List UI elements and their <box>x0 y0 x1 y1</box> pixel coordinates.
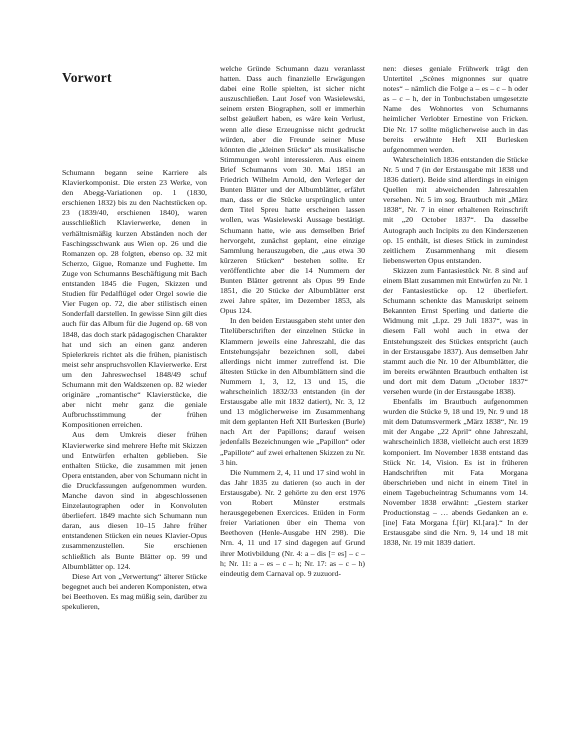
paragraph: welche Gründe Schumann dazu veranlasst hatten. Dass auch finanzielle Erwägungen dabei eine Rolle spielten, ist sicher nicht auszuschließen. Laut Josef von Wasielewski, seinem ersten Biographen, soll er immerhin selbst geäußert haben, es wäre kein Verlust, wenn alle diese Erzeugnisse nicht gedruckt würden, aber die Freunde seiner Muse könnten die „kleinen Stücke“ als musikalische Stimmungen wohl interessieren. Aus einem Brief Schumanns vom 30. Mai 1851 an Friedrich Wilhelm Arnold, den Verleger der Bunten Blätter und der Albumblätter, erfährt man, dass er die Stücke ursprünglich unter dem Titel Spreu hatte erscheinen lassen wollen, was Wasielewski Aussage bestätigt. Schumann hatte, wie aus demselben Brief hervorgeht, zunächst geplant, eine einzige Sammlung herauszugeben, die „aus etwa 30 kürzeren Stücken“ bestehen sollte. Er veröffentlichte aber die 14 Nummern der Bunten Blätter getrennt als Opus 99 Ende 1851, die 20 Stücke der Albumblätter erst zwei Jahre später, im Dezember 1853, als Opus 124. <box>220 64 365 316</box>
paragraph: Ebenfalls im Brautbuch aufgenommen wurden die Stücke 9, 18 und 19, Nr. 9 und 18 mit dem Datumsvermerk „März 1838“, Nr. 19 mit der Angabe „22 April“ ohne Jahreszahl, wahrscheinlich 1838, vielleicht auch erst 1839 komponiert. Im November 1838 entstand das Stück Nr. 14, Vision. Es ist in früheren Handschriften mit Fata Morgana überschrieben und nicht in einem Titel in einem Tagebucheintrag Schumanns vom 14. November 1838 erwähnt: „Gestern starker Productionstag – … abends Gedanken an e.[ine] Fata Morgana f.[ür] Kl.[ara].“ In der Erstausgabe sind die Nrn. 9, 14 und 18 mit 1838, Nr. 19 mit 1839 datiert. <box>383 397 528 548</box>
paragraph: Wahrscheinlich 1836 entstanden die Stücke Nr. 5 und 7 (in der Erstausgabe mit 1838 und 1836 datiert). Beide sind allerdings in einigen Quellen mit abweichenden Jahreszahlen versehen. Nr. 5 im sog. Brautbuch mit „März 1838“, Nr. 7 in einer erhaltenen Reinschrift mit „20 October 1837“. Da dasselbe Autograph auch Incipits zu den Kinderszenen op. 15 enthält, ist dieses Stück in zumindest zeitlichem Zusammenhang mit diesem liebenswerten Opus entstanden. <box>383 154 528 265</box>
paragraph: nen: dieses geniale Frühwerk trägt den Untertitel „Scènes mignonnes sur quatre notes“ – nämlich die Folge a – es – c – h oder as – c – h, der in Tonbuchstaben umgesetzte Name des Wohnortes von Schumanns heimlicher Verlobter Ernestine von Fricken. Die Nr. 17 sollte möglicherweise auch in das bereits erwähnte Heft XII Burlesken aufgenommen werden. <box>383 64 528 154</box>
page-title: Vorwort <box>62 70 112 85</box>
paragraph: Schumann begann seine Karriere als Klavierkomponist. Die ersten 23 Werke, von den Abegg-Variationen op. 1 (1830, erschienen 1832) bis zu den Nachtstücken op. 23 (1839/40, erschienen 1840), waren ausschließlich Klavierwerke, denen in verhältnismäßig kurzen Abständen noch der Faschingsschwank aus Wien op. 26 und die Romanzen op. 28 folgten, ebenso op. 32 mit Scherzo, Gigue, Romanze und Fughette. Im Zuge von Schumanns Beschäftigung mit Bach entstanden 1845 die Fugen, Skizzen und Studien für Pedalflügel oder Orgel sowie die Vier Fugen op. 72, die aber stilistisch einen Sonderfall darstellen. In gewisse Sinn gilt dies auch für das Album für die Jugend op. 68 von 1848, das doch stark pädagogischen Charakter hat und sich an einen ganz anderen Spielerkreis richtet als die frühen, pianistisch meist sehr anspruchsvollen Klavierwerke. Erst um den Jahreswechsel 1848/49 schuf Schumann mit den Waldszenen op. 82 wieder originäre „romantische“ Klavierstücke, die aber nicht mehr ganz die geniale Aufbruchsstimmung der frühen Kompositionen erreichen. <box>62 168 207 430</box>
paragraph: Skizzen zum Fantasiestück Nr. 8 sind auf einem Blatt zusammen mit Entwürfen zu Nr. 1 der Fantasiestücke op. 12 überliefert. Schumann schenkte das Manuskript seinem Bekannten Ernst Sperling und datierte die Widmung mit „Lpz. 29 Juli 1837“, was in diesem Fall wohl auch in etwa der Entstehungszeit des Stückes entspricht (auch in der Erstausgabe 1837). Aus demselben Jahr stammt auch die Nr. 10 der Albumblätter, die im bereits erwähnten Brautbuch enthalten ist und dort mit dem Datum „October 1837“ versehen wurde (in der Erstausgabe 1838). <box>383 265 528 396</box>
text-column-1 <box>62 168 207 612</box>
paragraph: Aus dem Umkreis dieser frühen Klavierwerke sind mehrere Hefte mit Skizzen und Entwürfen erhalten geblieben. Sie enthalten Stücke, die zusammen mit jenen Opera entstanden, aber von Schumann nicht in die Druckfassungen aufgenommen wurden. Manche davon sind in abgeschlossenen Einzelautographen oder in Konvoluten überliefert. 1849 machte sich Schumann nun daran, aus diesen 10–15 Jahre früher entstandenen Stücken ein neues Klavier-Opus zusammenzustellen. Sie erschienen schließlich als Bunte Blätter op. 99 und Albumblätter op. 124. <box>62 430 207 571</box>
paragraph: Diese Art von „Verwertung“ älterer Stücke begegnet auch bei anderen Komponisten, etwa bei Beethoven. Es mag müßig sein, darüber zu spekulieren, <box>62 571 207 612</box>
text-column-3 <box>383 64 528 549</box>
paragraph: In den beiden Erstausgaben steht unter den Titelüberschriften der einzelnen Stücke in Klammern jeweils eine Jahreszahl, die das Entstehungsjahr bezeichnen soll, dabei allerdings nicht immer zutreffend ist. Die ältesten Stücke in den Albumblättern sind die Nummern 1, 3, 12, 13 und 15, die wahrscheinlich 1832/33 entstanden (in der Erstausgabe alle mit 1832 datiert), Nr. 3, 12 und 13 möglicherweise im Zusammenhang mit dem geplanten Heft XII Burlesken (Burle) nach Art der Papillons; darauf weisen jedenfalls Bezeichnungen wie „Papillon“ oder „Papillote“ auf zwei erhaltenen Skizzen zu Nr. 3 hin. <box>220 316 365 467</box>
paragraph: Die Nummern 2, 4, 11 und 17 sind wohl in das Jahr 1835 zu datieren (so auch in der Erstausgabe). Nr. 2 gehörte zu den erst 1976 von Robert Münster erstmals herausgegebenen Exercices. Etüden in Form freier Variationen über ein Thema von Beethoven (Henle-Ausgabe HN 298). Die Nrn. 4, 11 und 17 sind dagegen auf Grund ihrer Motivbildung (Nr. 4: a – dis [= es] – c – h; Nr. 11: a – es – c – h; Nr. 17: as – c – h) eindeutig dem Carnaval op. 9 zuzuord- <box>220 467 365 578</box>
text-column-2 <box>220 64 365 579</box>
